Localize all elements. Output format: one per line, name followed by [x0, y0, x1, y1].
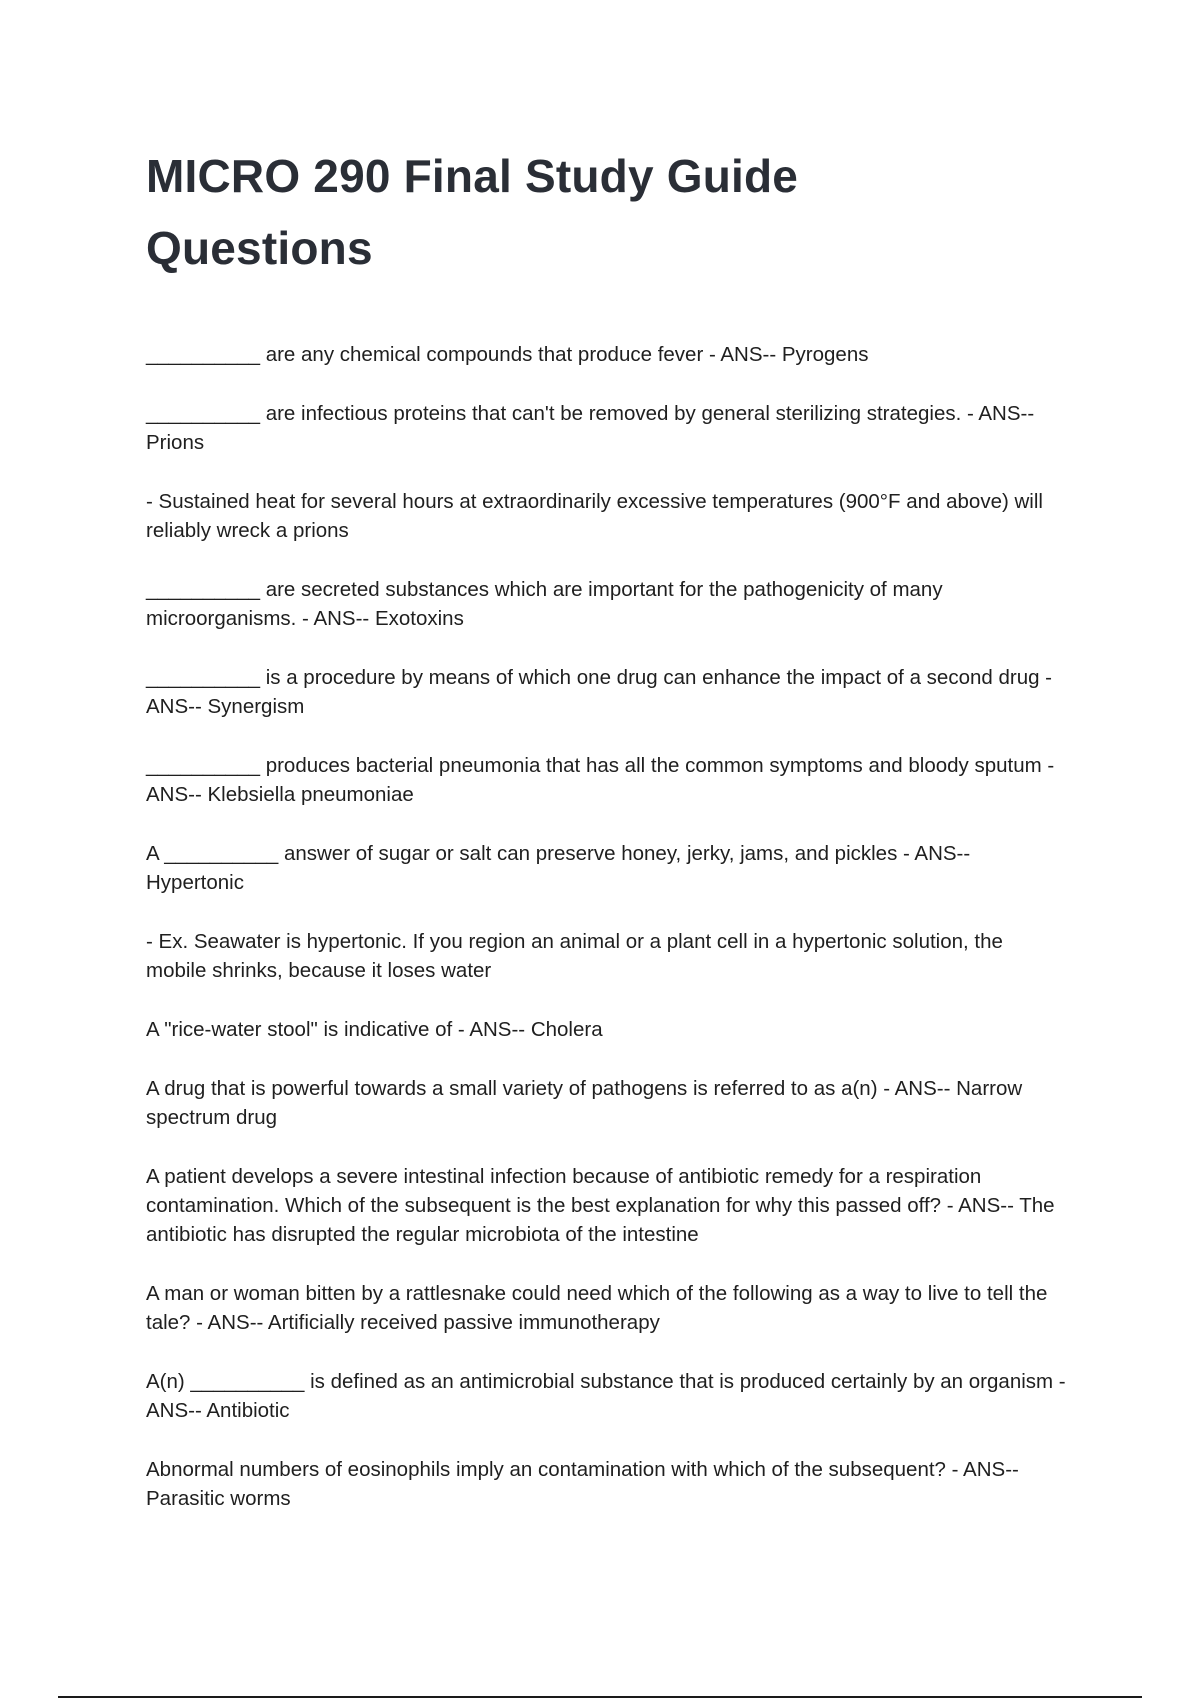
- title-line-1: MICRO 290 Final Study Guide: [146, 150, 799, 202]
- question-entry: __________ are infectious proteins that can't be removed by general sterilizing strategies. - ANS-- Prions: [146, 402, 1035, 454]
- note-entry: - Sustained heat for several hours at extraordinarily excessive temperatures (900°F and above) will reliably wreck a prions: [146, 490, 1043, 542]
- title-line-2: Questions: [146, 222, 373, 274]
- note-entry: - Ex. Seawater is hypertonic. If you region an animal or a plant cell in a hypertonic solution, the mobile shrinks, because it loses water: [146, 930, 1003, 982]
- question-entry: A "rice-water stool" is indicative of - ANS-- Cholera: [146, 1018, 603, 1041]
- question-entry: A drug that is powerful towards a small variety of pathogens is referred to as a(n) - ANS-- Narrow spectrum drug: [146, 1077, 1023, 1129]
- question-entry: A __________ answer of sugar or salt can preserve honey, jerky, jams, and pickles - ANS-- Hypertonic: [146, 842, 971, 894]
- question-entry: A(n) __________ is defined as an antimicrobial substance that is produced certainly by an organism - ANS-- Antibiotic: [146, 1370, 1066, 1422]
- question-entry: A patient develops a severe intestinal infection because of antibiotic remedy for a respiration contamination. Which of the subsequent is the best explanation for why this passed off? - ANS-- The antibiotic has disrupted the regular microbiota of the intestine: [146, 1165, 1055, 1246]
- question-entry: __________ produces bacterial pneumonia that has all the common symptoms and bloody sputum - ANS-- Klebsiella pneumoniae: [146, 754, 1055, 806]
- question-entry: __________ are secreted substances which are important for the pathogenicity of many microorganisms. - ANS-- Exotoxins: [146, 578, 943, 630]
- question-list: [146, 340, 1066, 1543]
- question-entry: A man or woman bitten by a rattlesnake could need which of the following as a way to live to tell the tale? - ANS-- Artificially received passive immunotherapy: [146, 1282, 1048, 1334]
- question-entry: __________ are any chemical compounds that produce fever - ANS-- Pyrogens: [146, 343, 869, 366]
- footer-divider: [58, 1696, 1142, 1698]
- page-title: [146, 140, 1046, 284]
- question-entry: __________ is a procedure by means of which one drug can enhance the impact of a second drug - ANS-- Synergism: [146, 666, 1053, 718]
- question-entry: Abnormal numbers of eosinophils imply an contamination with which of the subsequent? - ANS-- Parasitic worms: [146, 1458, 1019, 1510]
